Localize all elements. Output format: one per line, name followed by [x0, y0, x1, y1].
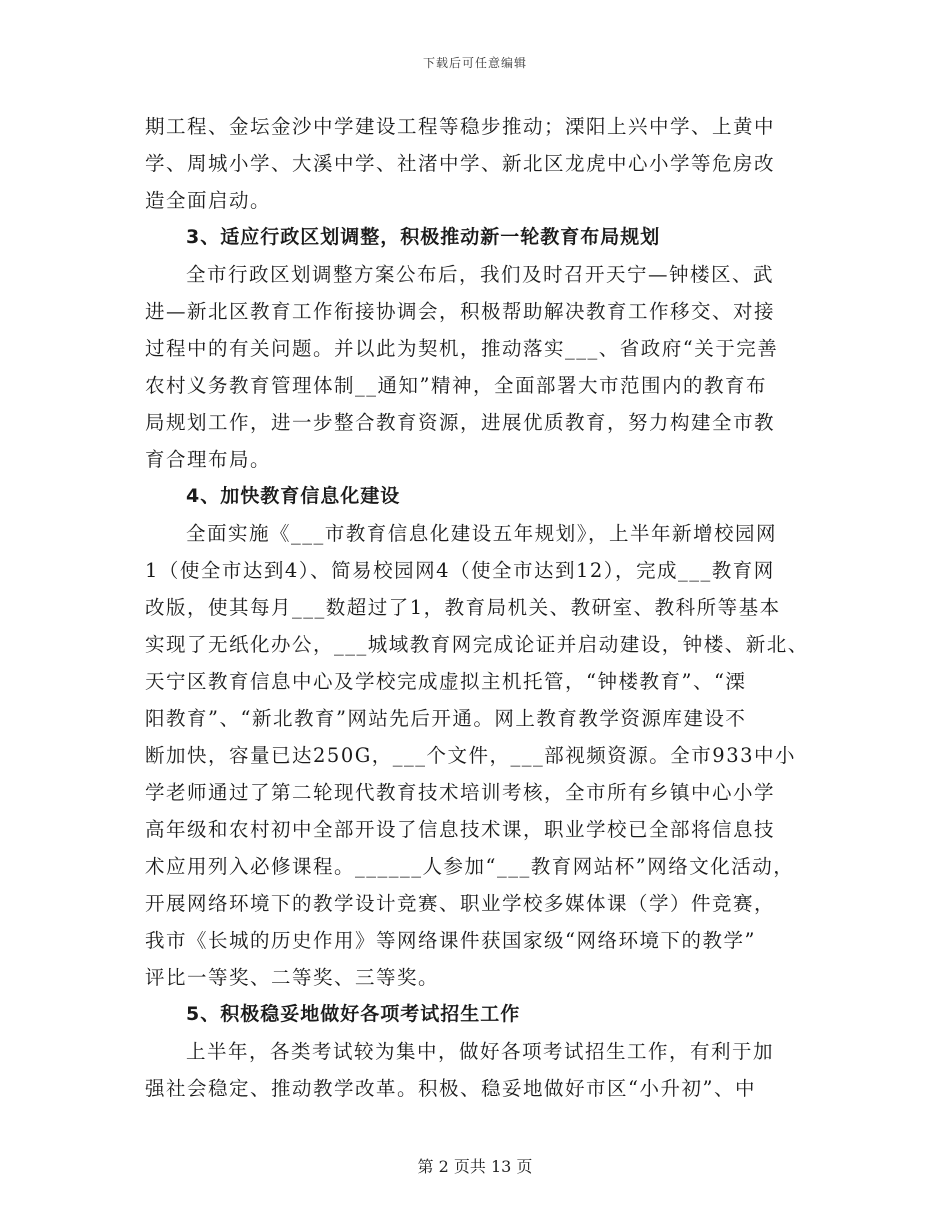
- paragraph-line: 学老师通过了第二轮现代教育技术培训考核，全市所有乡镇中心小学: [145, 781, 776, 804]
- paragraph-line: 过程中的有关问题。并以此为契机，推动落实___、省政府“关于完善: [145, 337, 779, 360]
- page-number: 第 2 页共 13 页: [417, 1157, 533, 1176]
- paragraph-line: 实现了无纸化办公，___城域教育网完成论证并启动建设，钟楼、新北、: [145, 633, 809, 656]
- paragraph-line: 我市《长城的历史作用》等网络课件获国家级“网络环境下的教学”: [145, 929, 756, 952]
- document-body: [145, 108, 815, 1107]
- paragraph-line: 期工程、金坛金沙中学建设工程等稳步推动；溧阳上兴中学、上黄中: [145, 115, 776, 138]
- paragraph-line: 进—新北区教育工作衔接协调会，积极帮助解决教育工作移交、对接: [145, 300, 776, 323]
- paragraph-line: 断加快，容量已达250G，___个文件，___部视频资源。全市933中小: [145, 744, 797, 767]
- paragraph-line: 1（使全市达到4）、简易校园网4（使全市达到12），完成___教育网: [145, 559, 775, 582]
- paragraph-line: 评比一等奖、二等奖、三等奖。: [145, 966, 440, 989]
- paragraph-line: 天宁区教育信息中心及学校完成虚拟主机托管，“钟楼教育”、“溧: [145, 670, 747, 693]
- paragraph-line: 全市行政区划调整方案公布后，我们及时召开天宁—钟楼区、武: [186, 263, 775, 286]
- paragraph-line: 育合理布局。: [145, 448, 272, 471]
- paragraph-line: 高年级和农村初中全部开设了信息技术课，职业学校已全部将信息技: [145, 818, 776, 841]
- section-heading: 3、适应行政区划调整，积极推动新一轮教育布局规划: [186, 226, 661, 248]
- paragraph-line: 阳教育”、“新北教育”网站先后开通。网上教育教学资源库建设不: [145, 707, 747, 730]
- paragraph-line: 局规划工作，进一步整合教育资源，进展优质教育，努力构建全市教: [145, 411, 776, 434]
- paragraph-line: 开展网络环境下的教学设计竞赛、职业学校多媒体课（学）件竞赛，: [145, 892, 776, 915]
- paragraph-line: 全面实施《___市教育信息化建设五年规划》，上半年新增校园网: [186, 522, 778, 545]
- paragraph-line: 强社会稳定、推动教学改革。积极、稳妥地做好市区“小升初”、中: [145, 1077, 756, 1100]
- paragraph-line: 改版，使其每月___数超过了1，教育局机关、教研室、教科所等基本: [145, 596, 781, 619]
- paragraph-line: 术应用列入必修课程。______人参加“___教育网站杯”网络文化活动，: [145, 855, 795, 878]
- paragraph-line: 学、周城小学、大溪中学、社渚中学、新北区龙虎中心小学等危房改: [145, 152, 776, 175]
- paragraph-line: 农村义务教育管理体制__通知”精神，全面部署大市范围内的教育布: [145, 374, 767, 397]
- section-heading: 4、加快教育信息化建设: [186, 485, 401, 507]
- paragraph-line: 造全面启动。: [145, 189, 272, 212]
- page-header: 下载后可任意编辑: [422, 56, 527, 70]
- section-heading: 5、积极稳妥地做好各项考试招生工作: [186, 1003, 521, 1025]
- paragraph-line: 上半年，各类考试较为集中，做好各项考试招生工作，有利于加: [186, 1040, 775, 1063]
